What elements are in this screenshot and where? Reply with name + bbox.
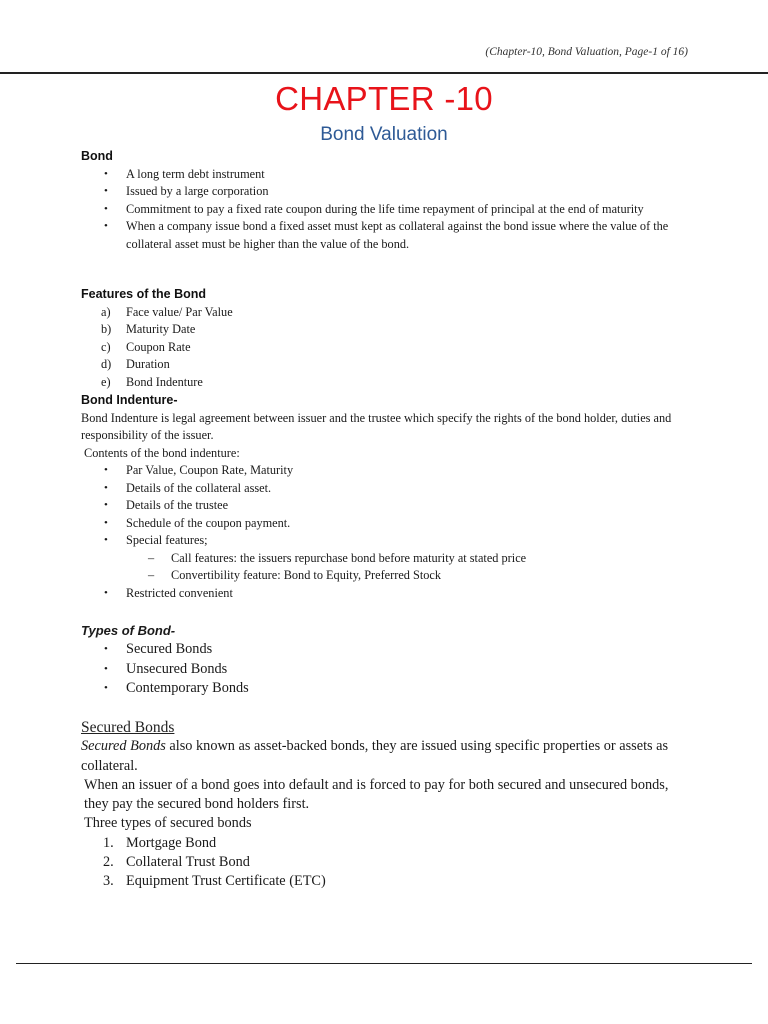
list-marker: 2.	[103, 854, 114, 871]
indenture-contents-list	[81, 462, 701, 550]
chapter-subtitle: Bond Valuation	[320, 124, 448, 145]
chapter-title: CHAPTER -10	[275, 80, 493, 117]
running-header: (Chapter-10, Bond Valuation, Page-1 of 16)	[485, 46, 688, 58]
secured-heading: Secured Bonds	[81, 719, 175, 736]
list-item-text: Coupon Rate	[126, 339, 191, 354]
secured-term: Secured Bonds	[81, 738, 166, 755]
list-item-text: Face value/ Par Value	[126, 304, 233, 319]
list-item: • A long term debt instrument	[81, 166, 701, 184]
list-item	[81, 374, 701, 392]
list-item: – Call features: the issuers repurchase bond before maturity at stated price	[81, 550, 701, 568]
list-item	[81, 339, 701, 357]
list-marker: d)	[101, 357, 112, 371]
list-item	[81, 356, 701, 374]
list-marker: 3.	[103, 873, 114, 890]
list-item: • Details of the collateral asset.	[81, 480, 701, 498]
list-item: • Secured Bonds	[81, 640, 701, 659]
bond-section	[81, 148, 701, 253]
list-marker: 1.	[103, 834, 114, 851]
indenture-paragraph: Bond Indenture is legal agreement between issuer and the trustee which specify the rights of the bond holder, duties and responsibility of the issuer.	[81, 410, 672, 442]
list-marker: b)	[101, 322, 112, 336]
footer-rule	[16, 963, 752, 964]
list-item-text: Mortgage Bond	[126, 834, 217, 851]
list-item: • Restricted convenient	[81, 585, 701, 603]
types-list	[81, 640, 701, 698]
list-item-text: Duration	[126, 357, 170, 371]
bond-list	[81, 166, 701, 254]
secured-section	[81, 718, 701, 892]
list-item: • Unsecured Bonds	[81, 660, 701, 679]
list-item-text: Collateral Trust Bond	[126, 854, 250, 871]
special-features-list	[81, 550, 701, 585]
secured-paragraph-2: When an issuer of a bond goes into default and is forced to pay for both secured and unsecured bonds, they pay the secured bond holders first.	[84, 776, 669, 813]
list-marker: e)	[101, 374, 111, 389]
list-item	[81, 834, 701, 853]
secured-paragraph-3: Three types of secured bonds	[84, 815, 252, 832]
list-item: • Par Value, Coupon Rate, Maturity	[81, 462, 701, 480]
indenture-heading: Bond Indenture-	[81, 393, 178, 407]
types-heading: Types of Bond-	[81, 623, 176, 638]
list-item: • Details of the trustee	[81, 497, 701, 515]
list-marker: c)	[101, 339, 111, 354]
types-section	[81, 621, 701, 698]
list-item	[81, 872, 701, 891]
list-item	[81, 304, 701, 322]
secured-types-list	[81, 834, 701, 892]
list-item-text: Bond Indenture	[126, 374, 203, 389]
list-item: • When a company issue bond a fixed asset must kept as collateral against the bond issue where the value of the collateral asset must be higher than the value of the bond.	[81, 218, 701, 253]
list-item	[81, 853, 701, 872]
secured-paragraph-1-text: also known as asset-backed bonds, they are issued using specific properties or assets as collateral.	[81, 738, 669, 774]
features-heading: Features of the Bond	[81, 287, 207, 301]
features-list	[81, 304, 701, 392]
indenture-contents-label: Contents of the bond indenture:	[84, 445, 240, 460]
list-item-text: Equipment Trust Certificate (ETC)	[126, 873, 326, 890]
list-item: • Issued by a large corporation	[81, 183, 701, 201]
list-item: – Convertibility feature: Bond to Equity, Preferred Stock	[81, 567, 701, 585]
bond-heading: Bond	[81, 149, 113, 163]
list-item-text: Maturity Date	[126, 322, 196, 336]
list-item	[81, 321, 701, 339]
list-item: • Commitment to pay a fixed rate coupon during the life time repayment of principal at the end of maturity	[81, 201, 701, 219]
list-marker: a)	[101, 304, 111, 319]
list-item: • Schedule of the coupon payment.	[81, 515, 701, 533]
list-item: • Contemporary Bonds	[81, 679, 701, 698]
secured-paragraph-1	[81, 737, 681, 776]
indenture-section	[81, 392, 701, 602]
list-item: • Special features;	[81, 532, 701, 550]
features-section	[81, 286, 701, 391]
header-rule	[0, 72, 768, 74]
indenture-last-list	[81, 585, 701, 603]
